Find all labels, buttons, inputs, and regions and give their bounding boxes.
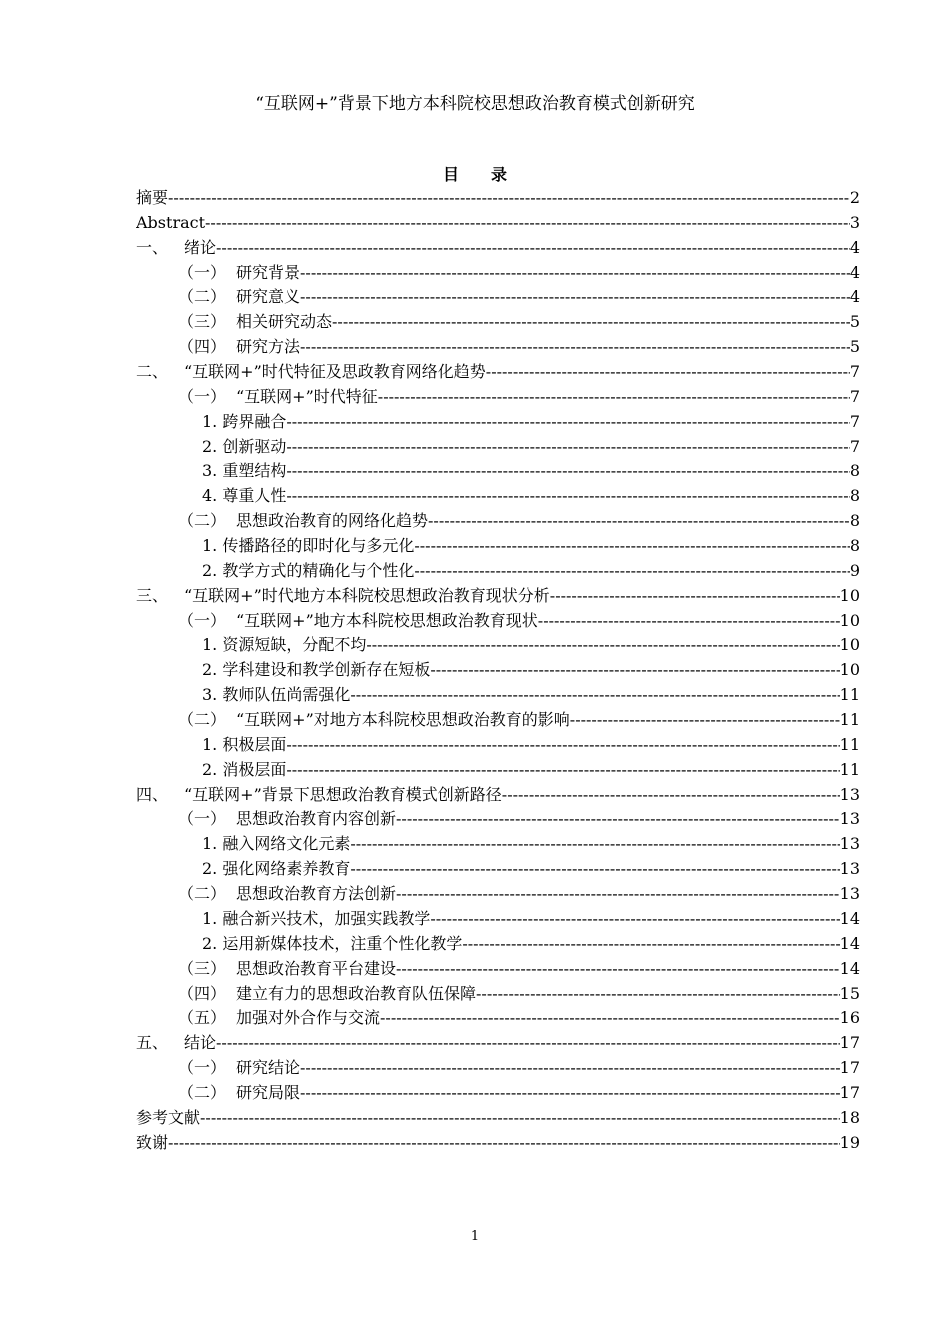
toc-entry-page: 13: [839, 834, 860, 854]
document-title: “互联网+”背景下地方本科院校思想政治教育模式创新研究: [255, 94, 695, 114]
toc-entry-text: 1. 融合新兴技术，加强实践教学: [202, 908, 431, 928]
toc-entry-page: 10: [839, 635, 860, 655]
toc-entry[interactable]: [136, 683, 860, 708]
toc-entry-label: [202, 410, 286, 435]
toc-entry[interactable]: [136, 658, 860, 683]
toc-entry[interactable]: [136, 857, 860, 882]
toc-entry[interactable]: [136, 609, 860, 634]
toc-dot-leader: [286, 733, 839, 758]
toc-entry-page: 13: [839, 784, 860, 804]
toc-dot-leader: [200, 1106, 840, 1131]
toc-entry-text: “互联网+”时代特征: [236, 386, 378, 406]
toc-entry-number: 一、: [136, 237, 169, 257]
toc-entry-label: [202, 559, 414, 584]
toc-entry-text: “互联网+”时代地方本科院校思想政治教育现状分析: [184, 585, 550, 605]
toc-entry-page: 3: [849, 212, 860, 232]
toc-entry-text: 研究方法: [236, 337, 301, 357]
toc-entry-page: 2: [849, 188, 860, 207]
toc-entry-number: 二、: [136, 362, 169, 382]
table-of-contents: [136, 186, 860, 1156]
toc-entry-text: “互联网+”对地方本科院校思想政治教育的影响: [236, 710, 570, 730]
toc-entry-page: 10: [839, 585, 860, 605]
toc-entry-text: 2. 学科建设和教学创新存在短板: [202, 660, 431, 680]
toc-entry-label: [178, 807, 396, 832]
toc-entry-number: （四）: [178, 983, 227, 1003]
toc-entry-page: 13: [839, 859, 860, 879]
toc-entry-page: 5: [849, 312, 860, 332]
toc-entry-text: 研究结论: [236, 1058, 301, 1078]
toc-dot-leader: [414, 534, 849, 559]
toc-entry-text: 2. 强化网络素养教育: [202, 859, 351, 879]
toc-entry-page: 10: [839, 610, 860, 630]
toc-entry-text: 2. 创新驱动: [202, 436, 287, 456]
toc-entry[interactable]: [136, 261, 860, 286]
toc-entry-label: [136, 783, 502, 808]
toc-entry-page: 8: [849, 486, 860, 506]
toc-entry-page: 8: [849, 511, 860, 531]
toc-entry-label: [136, 236, 216, 261]
toc-entry-page: 14: [839, 908, 860, 928]
toc-dot-leader: [216, 236, 850, 261]
toc-dot-leader: [486, 360, 850, 385]
toc-entry-text: 1. 积极层面: [202, 734, 287, 754]
toc-entry-page: 14: [839, 958, 860, 978]
toc-dot-leader: [216, 1031, 840, 1056]
toc-entry-label: [202, 857, 350, 882]
toc-entry[interactable]: [136, 1031, 860, 1056]
toc-entry[interactable]: [136, 1106, 860, 1131]
toc-entry-number: （五）: [178, 1008, 227, 1028]
toc-entry-label: [136, 584, 550, 609]
toc-dot-leader: [396, 807, 840, 832]
toc-entry-label: [202, 633, 366, 658]
toc-dot-leader: [300, 261, 850, 286]
toc-dot-leader: [300, 1056, 840, 1081]
toc-entry-text: 绪论: [184, 237, 217, 257]
toc-entry-page: 10: [839, 660, 860, 680]
toc-entry-text: Abstract: [136, 212, 206, 232]
toc-entry[interactable]: [136, 385, 860, 410]
toc-entry[interactable]: [136, 211, 860, 236]
toc-entry[interactable]: [136, 236, 860, 261]
toc-entry-page: 4: [849, 262, 860, 282]
toc-entry[interactable]: [136, 882, 860, 907]
toc-dot-leader: [300, 1081, 840, 1106]
toc-dot-leader: [430, 907, 839, 932]
toc-entry-page: 7: [849, 411, 860, 431]
toc-entry[interactable]: [136, 1081, 860, 1106]
toc-entry-text: “互联网+”背景下思想政治教育模式创新路径: [184, 784, 502, 804]
toc-dot-leader: [350, 832, 839, 857]
toc-entry-number: （一）: [178, 262, 227, 282]
toc-entry-label: [178, 708, 570, 733]
toc-entry-page: 7: [849, 436, 860, 456]
toc-entry-label: [202, 484, 286, 509]
toc-dot-leader: [300, 335, 850, 360]
toc-entry[interactable]: [136, 285, 860, 310]
toc-entry-page: 13: [839, 809, 860, 829]
toc-entry-label: [202, 932, 462, 957]
toc-entry[interactable]: [136, 957, 860, 982]
toc-entry[interactable]: [136, 932, 860, 957]
toc-entry-label: [136, 360, 486, 385]
toc-dot-leader: [550, 584, 840, 609]
toc-dot-leader: [396, 882, 840, 907]
toc-entry-text: 思想政治教育平台建设: [236, 958, 397, 978]
toc-entry-number: （一）: [178, 386, 227, 406]
toc-entry-text: 相关研究动态: [236, 312, 333, 332]
toc-entry-label: [178, 385, 378, 410]
toc-entry-label: [136, 1131, 168, 1156]
toc-entry-number: （三）: [178, 958, 227, 978]
toc-entry-text: 思想政治教育方法创新: [236, 884, 397, 904]
toc-entry-text: 致谢: [136, 1132, 169, 1152]
toc-dot-leader: [205, 211, 850, 236]
toc-dot-leader: [332, 310, 850, 335]
toc-entry-number: （三）: [178, 312, 227, 332]
toc-entry[interactable]: [136, 1056, 860, 1081]
toc-entry-text: 3. 教师队伍尚需强化: [202, 685, 351, 705]
toc-entry[interactable]: [136, 733, 860, 758]
toc-entry-page: 11: [839, 759, 860, 779]
toc-dot-leader: [168, 1131, 840, 1156]
toc-entry-text: 参考文献: [136, 1107, 201, 1127]
toc-entry-page: 7: [849, 362, 860, 382]
toc-entry-label: [178, 310, 332, 335]
toc-entry[interactable]: [136, 186, 860, 211]
toc-dot-leader: [366, 633, 839, 658]
toc-entry-page: 17: [839, 1058, 860, 1078]
toc-entry-label: [178, 609, 538, 634]
toc-entry-label: [136, 1031, 216, 1056]
toc-entry-page: 15: [839, 983, 860, 1003]
toc-entry[interactable]: [136, 832, 860, 857]
toc-entry-page: 18: [839, 1107, 860, 1127]
toc-entry-label: [202, 733, 286, 758]
toc-entry-text: 研究背景: [236, 262, 301, 282]
toc-entry-text: 1. 传播路径的即时化与多元化: [202, 536, 415, 556]
toc-entry[interactable]: [136, 310, 860, 335]
toc-dot-leader: [286, 484, 849, 509]
toc-entry[interactable]: [136, 484, 860, 509]
toc-dot-leader: [462, 932, 839, 957]
toc-entry-text: “互联网+”时代特征及思政教育网络化趋势: [184, 362, 486, 382]
toc-entry-text: 结论: [184, 1033, 217, 1053]
toc-entry-label: [136, 211, 205, 236]
toc-entry-label: [178, 882, 396, 907]
toc-entry-number: 五、: [136, 1033, 169, 1053]
toc-entry-page: 4: [849, 237, 860, 257]
toc-entry-number: 四、: [136, 784, 169, 804]
toc-entry-text: 2. 消极层面: [202, 759, 287, 779]
toc-entry-label: [202, 683, 350, 708]
toc-entry[interactable]: [136, 559, 860, 584]
toc-entry-page: 13: [839, 884, 860, 904]
toc-heading: [0, 163, 950, 187]
toc-entry[interactable]: [136, 459, 860, 484]
toc-entry-label: [178, 982, 476, 1007]
toc-entry-page: 17: [839, 1033, 860, 1053]
toc-entry-label: [202, 758, 286, 783]
toc-entry-page: 11: [839, 734, 860, 754]
toc-entry[interactable]: [136, 1006, 860, 1031]
toc-entry-label: [202, 459, 286, 484]
toc-entry-text: “互联网+”地方本科院校思想政治教育现状: [236, 610, 538, 630]
toc-entry-number: （一）: [178, 610, 227, 630]
toc-dot-leader: [538, 609, 840, 634]
toc-entry-text: 研究意义: [236, 287, 301, 307]
toc-entry-number: （二）: [178, 710, 227, 730]
toc-entry-label: [202, 534, 414, 559]
toc-entry-number: （四）: [178, 337, 227, 357]
toc-entry-page: 9: [849, 560, 860, 580]
toc-dot-leader: [502, 783, 840, 808]
toc-entry-text: 研究局限: [236, 1082, 301, 1102]
toc-entry-text: 1. 资源短缺，分配不均: [202, 635, 367, 655]
toc-entry-label: [178, 335, 300, 360]
toc-entry[interactable]: [136, 633, 860, 658]
toc-entry[interactable]: [136, 907, 860, 932]
toc-entry-label: [202, 658, 430, 683]
toc-dot-leader: [428, 509, 850, 534]
toc-entry-text: 建立有力的思想政治教育队伍保障: [236, 983, 477, 1003]
toc-dot-leader: [286, 459, 849, 484]
toc-entry-text: 1. 跨界融合: [202, 411, 287, 431]
toc-entry-page: 17: [839, 1082, 860, 1102]
toc-entry-text: 2. 教学方式的精确化与个性化: [202, 560, 415, 580]
toc-heading-left: 目: [442, 165, 459, 184]
toc-entry-text: 摘要: [136, 188, 169, 207]
toc-entry[interactable]: [136, 783, 860, 808]
toc-entry[interactable]: [136, 435, 860, 460]
toc-entry[interactable]: [136, 584, 860, 609]
toc-dot-leader: [430, 658, 839, 683]
toc-entry-number: （一）: [178, 809, 227, 829]
toc-entry-page: 11: [839, 685, 860, 705]
toc-entry-page: 19: [839, 1132, 860, 1152]
toc-entry[interactable]: [136, 982, 860, 1007]
toc-entry-label: [178, 1006, 380, 1031]
toc-entry[interactable]: [136, 335, 860, 360]
toc-entry-page: 16: [839, 1008, 860, 1028]
toc-entry-text: 3. 重塑结构: [202, 461, 287, 481]
toc-dot-leader: [396, 957, 840, 982]
toc-entry-text: 思想政治教育内容创新: [236, 809, 397, 829]
toc-entry[interactable]: [136, 758, 860, 783]
toc-entry-page: 5: [849, 337, 860, 357]
toc-entry-number: 三、: [136, 585, 169, 605]
toc-entry-text: 2. 运用新媒体技术，注重个性化教学: [202, 933, 463, 953]
toc-entry-text: 4. 尊重人性: [202, 486, 287, 506]
toc-entry[interactable]: [136, 410, 860, 435]
toc-entry-label: [178, 285, 300, 310]
toc-entry-label: [178, 1081, 300, 1106]
toc-dot-leader: [378, 385, 850, 410]
toc-dot-leader: [286, 435, 849, 460]
toc-entry[interactable]: [136, 807, 860, 832]
toc-entry-number: （一）: [178, 1058, 227, 1078]
toc-dot-leader: [380, 1006, 840, 1031]
toc-entry-text: 加强对外合作与交流: [236, 1008, 381, 1028]
toc-entry-label: [178, 261, 300, 286]
toc-entry-label: [136, 186, 168, 211]
toc-entry-number: （二）: [178, 511, 227, 531]
toc-dot-leader: [414, 559, 849, 584]
toc-entry-number: （二）: [178, 884, 227, 904]
toc-dot-leader: [350, 857, 839, 882]
toc-entry[interactable]: [136, 708, 860, 733]
toc-entry[interactable]: [136, 1131, 860, 1156]
toc-heading-right: 录: [491, 165, 508, 184]
toc-entry[interactable]: [136, 534, 860, 559]
toc-entry-number: （二）: [178, 287, 227, 307]
toc-dot-leader: [168, 186, 850, 211]
toc-entry-page: 7: [849, 386, 860, 406]
toc-dot-leader: [286, 410, 849, 435]
toc-dot-leader: [286, 758, 839, 783]
page-number: 1: [470, 1229, 480, 1244]
toc-entry-text: 1. 融入网络文化元素: [202, 834, 351, 854]
toc-entry-page: 14: [839, 933, 860, 953]
toc-dot-leader: [350, 683, 839, 708]
toc-entry-label: [202, 907, 430, 932]
toc-entry-label: [136, 1106, 200, 1131]
toc-dot-leader: [476, 982, 840, 1007]
toc-dot-leader: [570, 708, 840, 733]
toc-entry[interactable]: [136, 509, 860, 534]
toc-entry-label: [178, 1056, 300, 1081]
toc-entry[interactable]: [136, 360, 860, 385]
toc-entry-page: 11: [839, 710, 860, 730]
toc-entry-page: 8: [849, 536, 860, 556]
toc-entry-number: （二）: [178, 1082, 227, 1102]
toc-entry-label: [178, 957, 396, 982]
toc-dot-leader: [300, 285, 850, 310]
toc-entry-label: [202, 832, 350, 857]
toc-entry-page: 4: [849, 287, 860, 307]
toc-entry-label: [202, 435, 286, 460]
toc-entry-label: [178, 509, 428, 534]
toc-entry-text: 思想政治教育的网络化趋势: [236, 511, 429, 531]
toc-entry-page: 8: [849, 461, 860, 481]
